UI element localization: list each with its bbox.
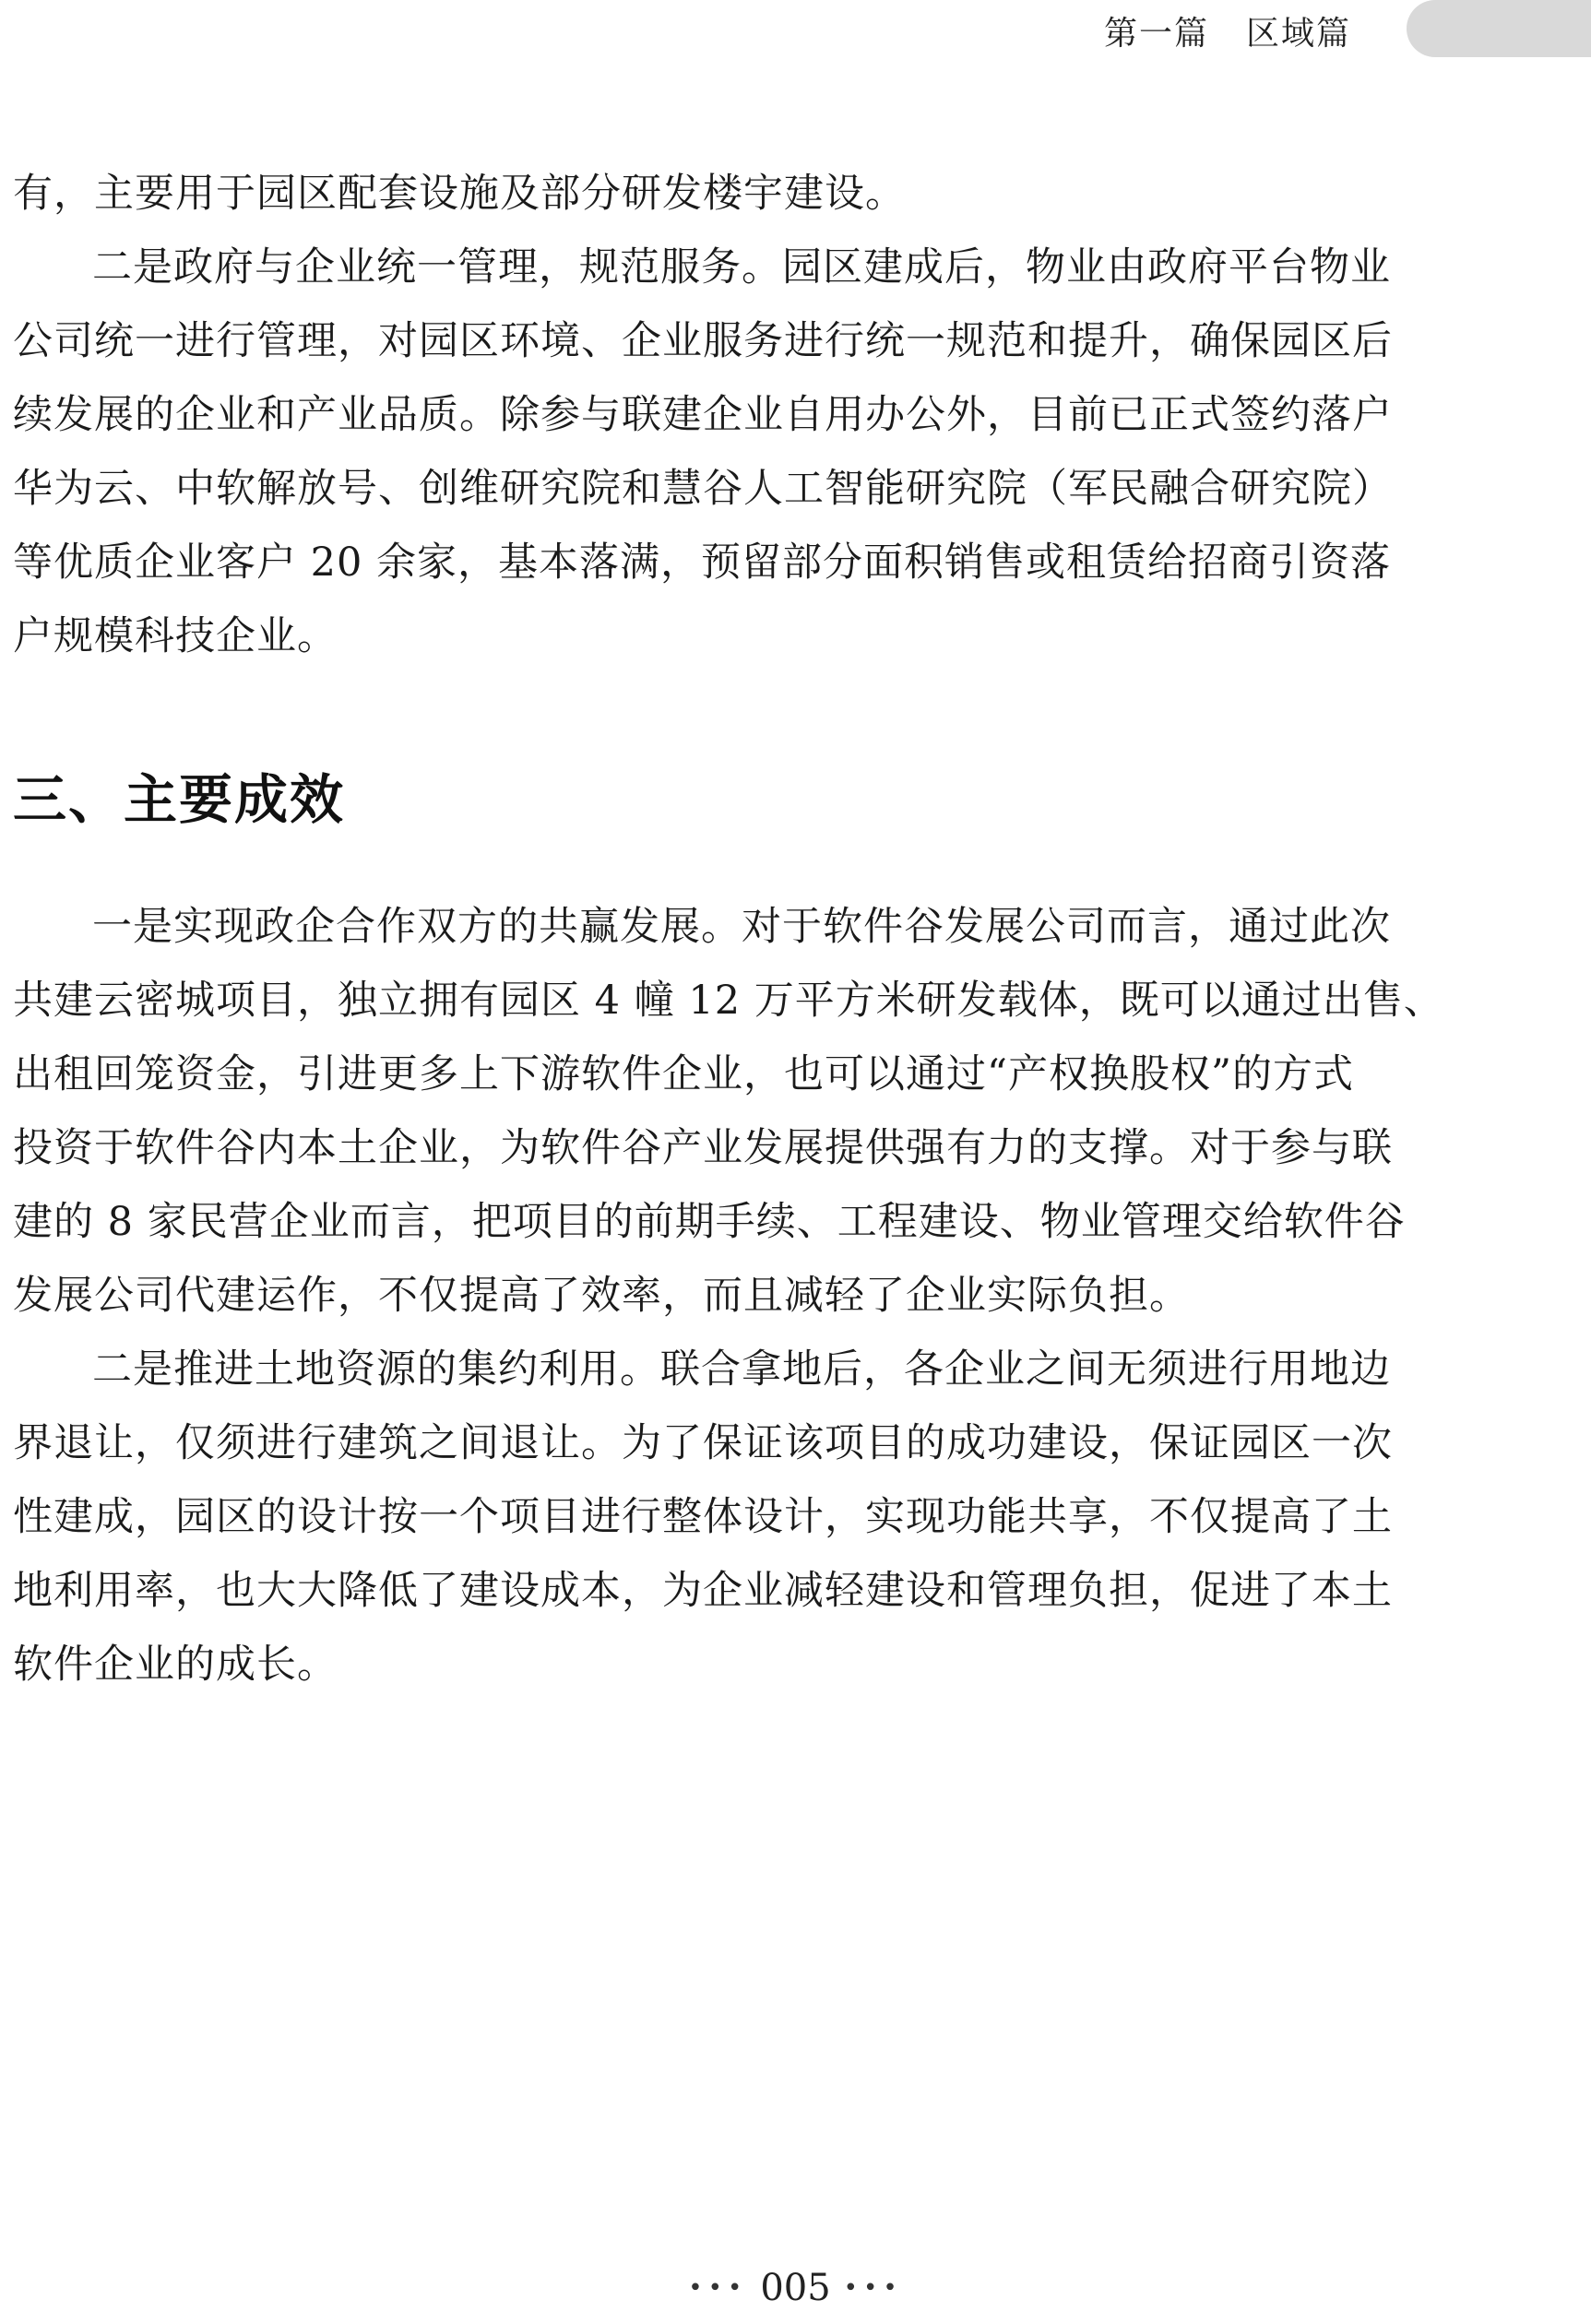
text-line: 户规模科技企业。 bbox=[13, 613, 338, 659]
running-head bbox=[1104, 7, 1351, 54]
footer-dots-right: ••• bbox=[843, 2274, 903, 2302]
footer-dots-left: ••• bbox=[688, 2274, 748, 2302]
page-header bbox=[0, 0, 1591, 65]
page-footer bbox=[0, 2264, 1591, 2309]
text-line: 有，主要用于园区配套设施及部分研发楼宇建设。 bbox=[13, 171, 906, 217]
section-heading: 三、主要成效 bbox=[13, 768, 346, 831]
text-line: 华为云、中软解放号、创维研究院和慧谷人工智能研究院（军民融合研究院） bbox=[13, 466, 1393, 512]
text-line: 一是实现政企合作双方的共赢发展。对于软件谷发展公司而言，通过此次 bbox=[92, 904, 1391, 950]
text-line: 建的 8 家民营企业而言，把项目的前期手续、工程建设、物业管理交给软件谷 bbox=[13, 1199, 1406, 1245]
text-line: 投资于软件谷内本土企业，为软件谷产业发展提供强有力的支撑。对于参与联 bbox=[13, 1125, 1393, 1171]
text-line: 发展公司代建运作，不仅提高了效率，而且减轻了企业实际负担。 bbox=[13, 1273, 1190, 1319]
text-line: 二是推进土地资源的集约利用。联合拿地后，各企业之间无须进行用地边 bbox=[92, 1346, 1391, 1393]
body-text-top bbox=[13, 157, 1393, 673]
text-line: 共建云密城项目，独立拥有园区 4 幢 12 万平方米研发载体，既可以通过出售、 bbox=[13, 978, 1444, 1024]
body-text-bottom bbox=[13, 890, 1444, 1702]
running-head-part: 第一篇 bbox=[1103, 15, 1209, 53]
text-line: 界退让，仅须进行建筑之间退让。为了保证该项目的成功建设，保证园区一次 bbox=[13, 1420, 1393, 1466]
text-line: 出租回笼资金，引进更多上下游软件企业，也可以通过“产权换股权”的方式 bbox=[13, 1051, 1354, 1097]
text-line: 续发展的企业和产业品质。除参与联建企业自用办公外，目前已正式签约落户 bbox=[13, 392, 1393, 438]
text-line: 地利用率，也大大降低了建设成本，为企业减轻建设和管理负担，促进了本土 bbox=[13, 1568, 1393, 1614]
text-line: 软件企业的成长。 bbox=[13, 1642, 338, 1688]
page-number: 005 bbox=[760, 2267, 831, 2309]
header-tab-decoration bbox=[1407, 0, 1591, 57]
text-line: 等优质企业客户 20 余家，基本落满，预留部分面积销售或租赁给招商引资落 bbox=[13, 540, 1392, 586]
running-head-section: 区域篇 bbox=[1245, 15, 1351, 53]
text-line: 性建成，园区的设计按一个项目进行整体设计，实现功能共享，不仅提高了土 bbox=[13, 1494, 1393, 1540]
text-line: 二是政府与企业统一管理，规范服务。园区建成后，物业由政府平台物业 bbox=[92, 244, 1391, 290]
text-line: 公司统一进行管理，对园区环境、企业服务进行统一规范和提升，确保园区后 bbox=[13, 318, 1393, 364]
